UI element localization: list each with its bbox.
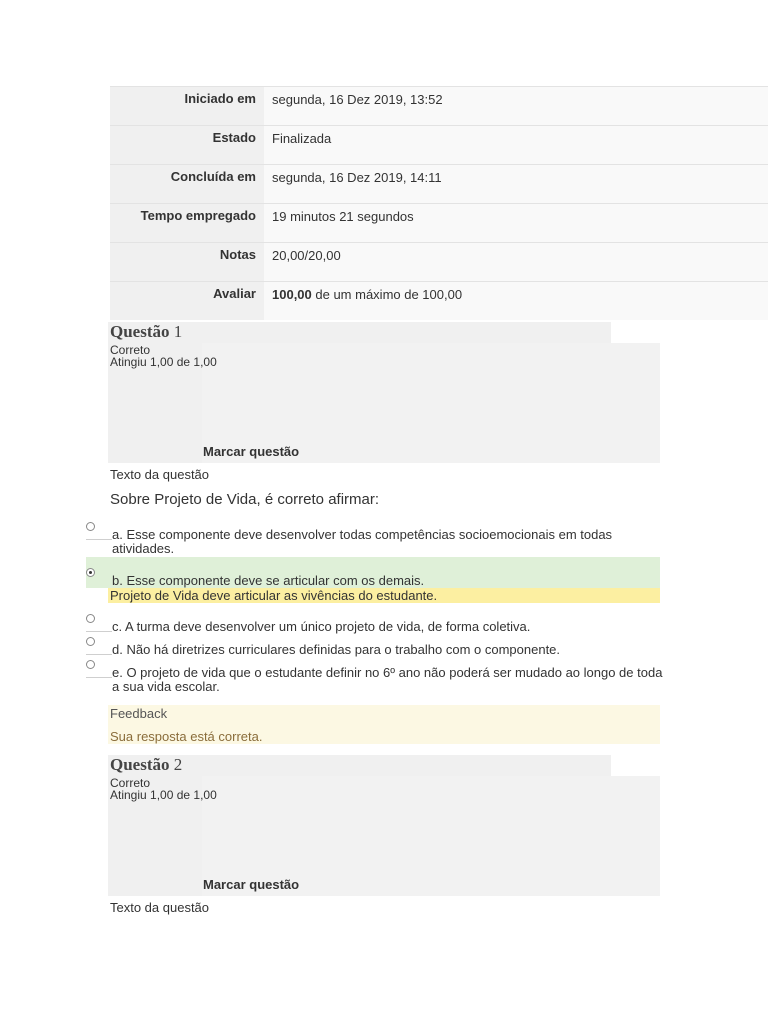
summary-label: Iniciado em bbox=[110, 87, 264, 125]
answer-option-c[interactable] bbox=[86, 614, 666, 634]
answer-option-e[interactable] bbox=[86, 660, 666, 696]
question-number bbox=[110, 755, 182, 775]
feedback-text: Sua resposta está correta. bbox=[110, 729, 263, 744]
question-title: Questão bbox=[110, 755, 170, 774]
question-prompt: Sobre Projeto de Vida, é correto afirmar: bbox=[110, 491, 380, 508]
summary-row-state bbox=[110, 125, 768, 164]
answer-option-d[interactable] bbox=[86, 637, 666, 657]
feedback-heading: Feedback bbox=[110, 706, 168, 721]
answer-text: c. A turma deve desenvolver um único projeto de vida, de forma coletiva. bbox=[112, 619, 531, 634]
question-state: Correto bbox=[110, 343, 151, 357]
summary-label: Concluída em bbox=[110, 165, 264, 203]
flag-question-link[interactable]: Marcar questão bbox=[203, 444, 300, 459]
question-grade: Atingiu 1,00 de 1,00 bbox=[110, 788, 217, 802]
question-text-label: Texto da questão bbox=[110, 900, 210, 915]
summary-value bbox=[264, 282, 768, 320]
answer-text: b. Esse componente deve se articular com os demais. bbox=[112, 573, 425, 588]
answer-text: d. Não há diretrizes curriculares definidas para o trabalho com o componente. bbox=[112, 642, 561, 657]
summary-label: Notas bbox=[110, 243, 264, 281]
radio-button[interactable] bbox=[86, 637, 95, 646]
radio-button[interactable] bbox=[86, 522, 95, 531]
summary-row-started bbox=[110, 86, 768, 125]
summary-value: Finalizada bbox=[264, 126, 768, 164]
question-number-value: 2 bbox=[173, 755, 183, 774]
specific-feedback-text: Projeto de Vida deve articular as vivências do estudante. bbox=[110, 588, 438, 603]
question-number-value: 1 bbox=[173, 322, 183, 341]
summary-value: segunda, 16 Dez 2019, 13:52 bbox=[264, 87, 768, 125]
answer-text: e. O projeto de vida que o estudante definir no 6º ano não poderá ser mudado ao longo de toda a sua vida escolar. bbox=[112, 665, 663, 694]
question-title: Questão bbox=[110, 322, 170, 341]
summary-label: Avaliar bbox=[110, 282, 264, 320]
summary-row-time-taken bbox=[110, 203, 768, 242]
question-info-header bbox=[108, 322, 611, 343]
grade-max: de um máximo de 100,00 bbox=[311, 287, 463, 302]
divider bbox=[86, 677, 112, 678]
question-state: Correto bbox=[110, 776, 151, 790]
question-grade: Atingiu 1,00 de 1,00 bbox=[110, 355, 217, 369]
summary-value: 20,00/20,00 bbox=[264, 243, 768, 281]
question-number bbox=[110, 322, 182, 342]
answer-text: a. Esse componente deve desenvolver todas competências socioemocionais em todas atividades. bbox=[112, 527, 613, 556]
answer-option-b[interactable] bbox=[86, 568, 666, 588]
summary-row-marks bbox=[110, 242, 768, 281]
grade-value: 100,00 bbox=[272, 287, 312, 302]
answer-option-a[interactable] bbox=[86, 522, 666, 556]
divider bbox=[86, 539, 112, 540]
question-text-label: Texto da questão bbox=[110, 467, 210, 482]
summary-value: segunda, 16 Dez 2019, 14:11 bbox=[264, 165, 768, 203]
summary-label: Estado bbox=[110, 126, 264, 164]
summary-row-completed bbox=[110, 164, 768, 203]
divider bbox=[86, 654, 112, 655]
radio-button[interactable] bbox=[86, 614, 95, 623]
specific-feedback bbox=[108, 588, 660, 603]
flag-question-link[interactable]: Marcar questão bbox=[203, 877, 300, 892]
summary-label: Tempo empregado bbox=[110, 204, 264, 242]
attempt-summary-table bbox=[110, 86, 768, 320]
radio-button[interactable] bbox=[86, 660, 95, 669]
general-feedback bbox=[108, 705, 660, 744]
radio-button-checked[interactable] bbox=[86, 568, 95, 577]
question-info-header bbox=[108, 755, 611, 776]
divider bbox=[86, 631, 112, 632]
summary-value: 19 minutos 21 segundos bbox=[264, 204, 768, 242]
summary-row-grade bbox=[110, 281, 768, 320]
